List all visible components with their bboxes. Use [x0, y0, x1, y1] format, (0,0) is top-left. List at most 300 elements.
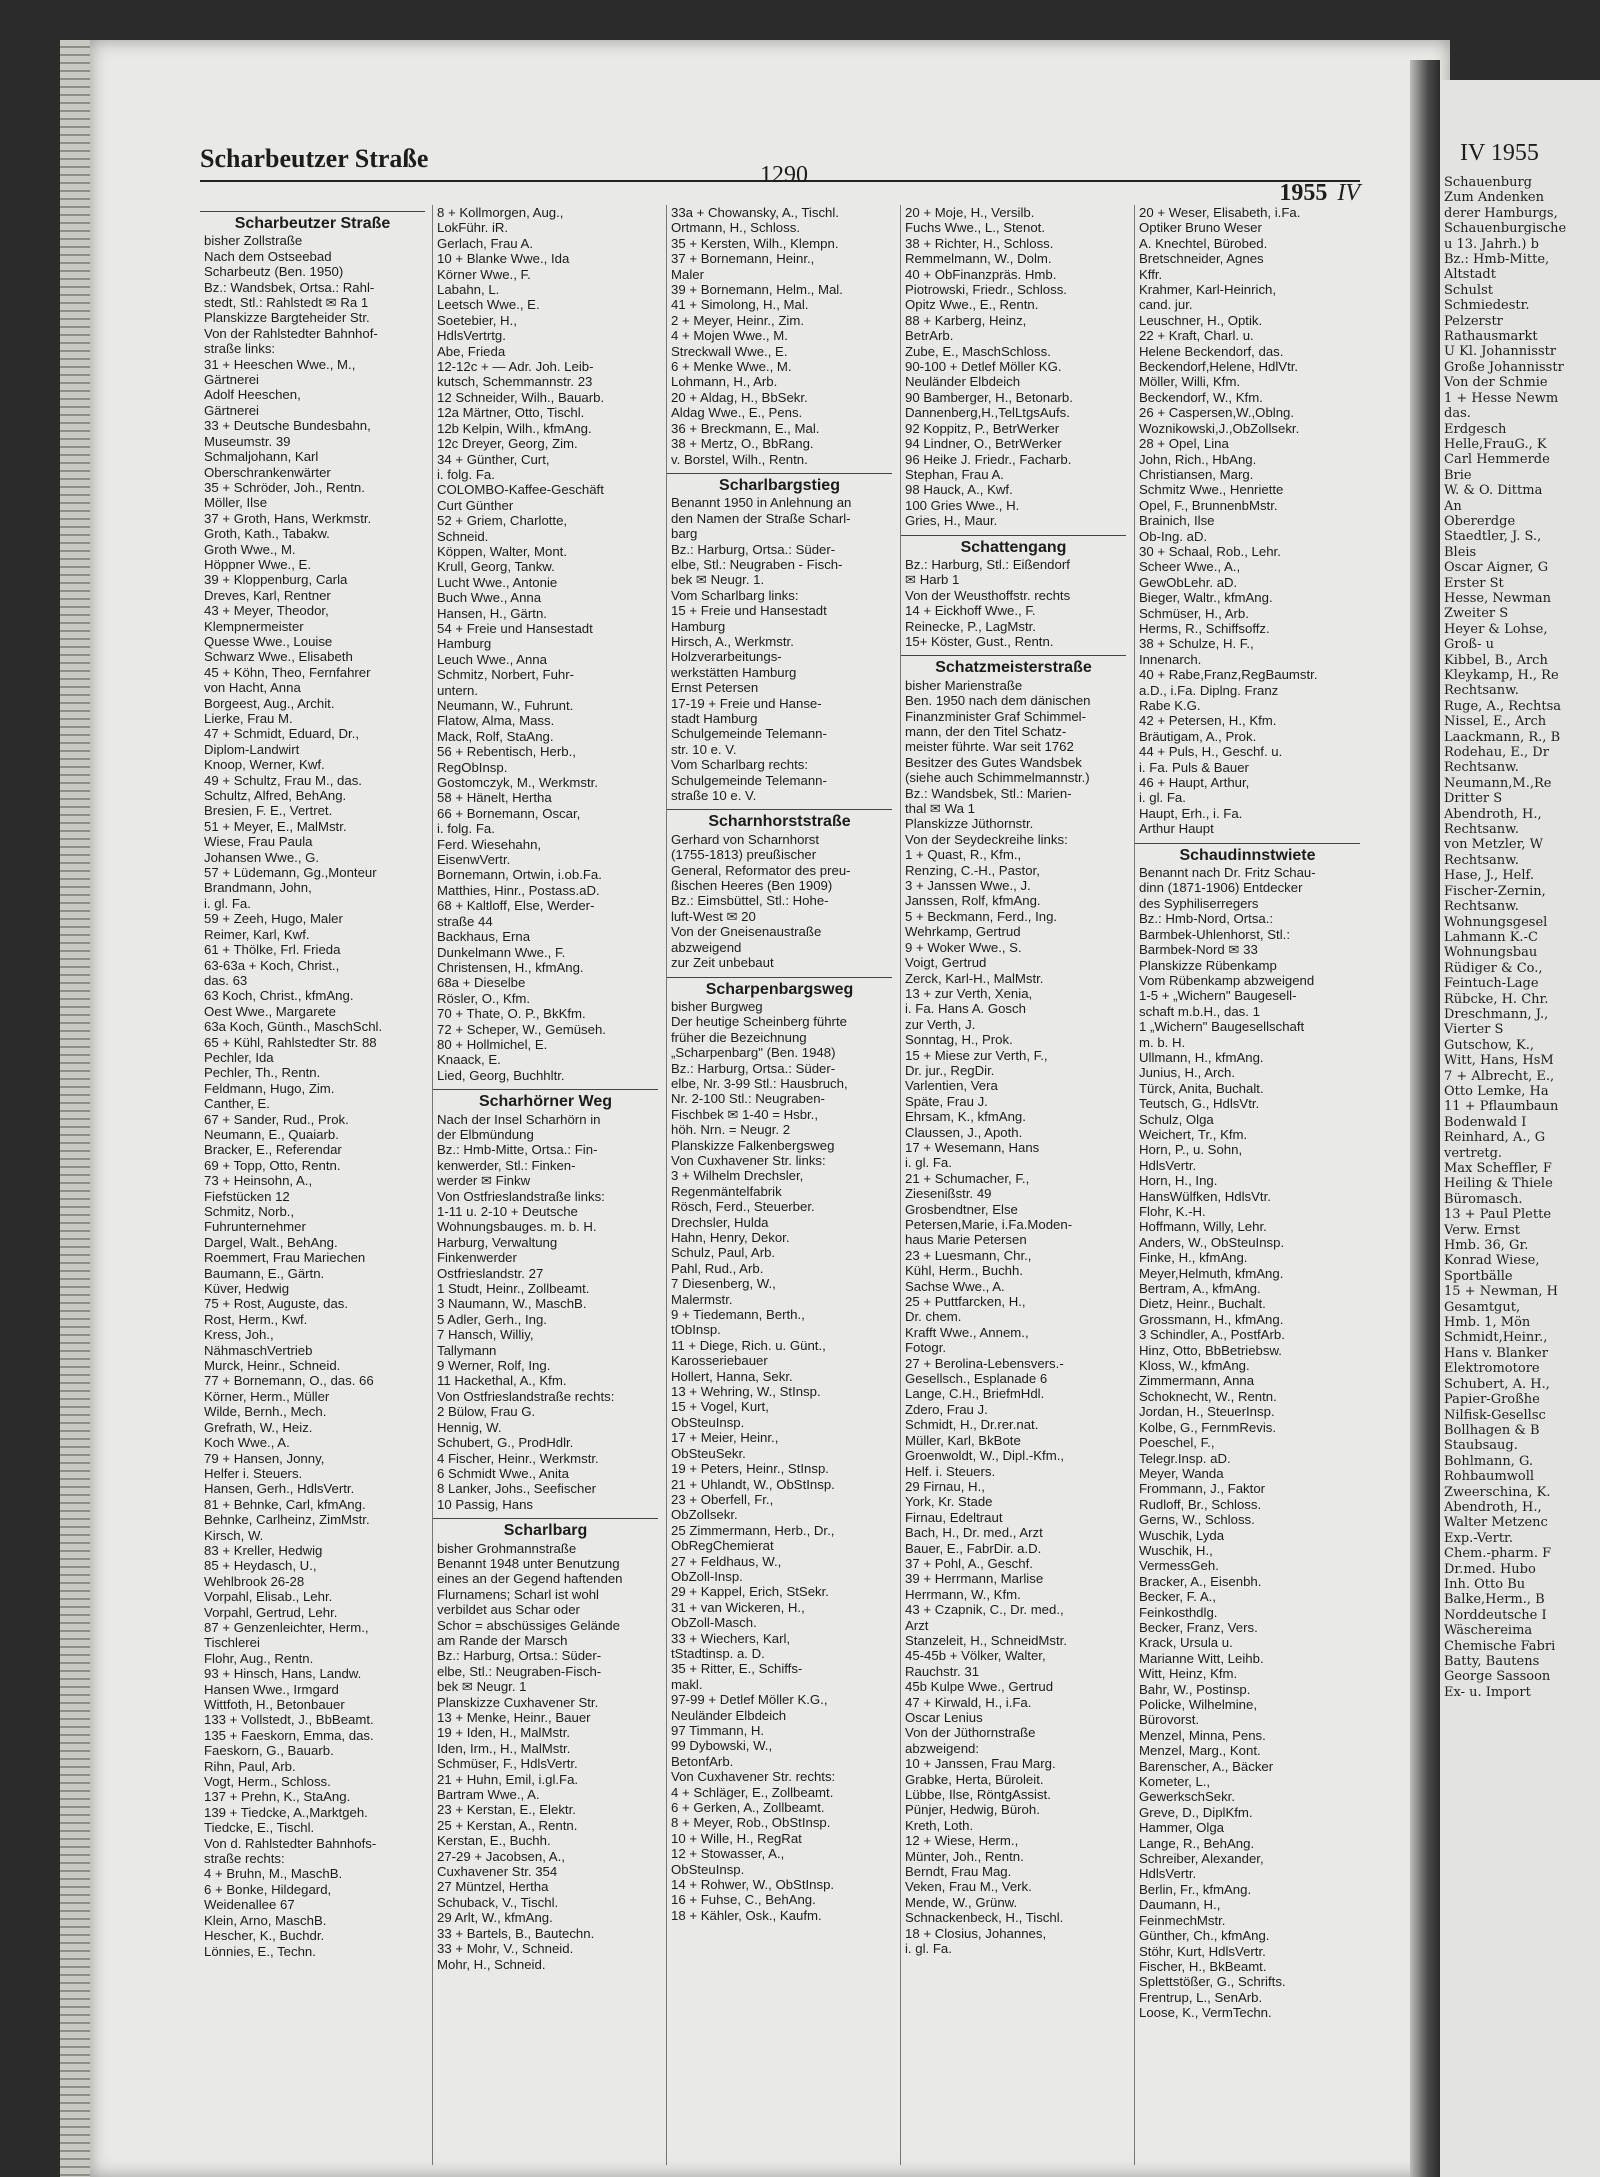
next-page-line: Ex- u. Import — [1444, 1684, 1531, 1700]
entry-line: Dr. chem. — [905, 1309, 962, 1325]
entry-line: Cuxhavener Str. 354 — [437, 1864, 558, 1880]
entry-line: Wuschik, H., — [1139, 1542, 1213, 1558]
entry-line: Schnackenbeck, H., Tischl. — [905, 1910, 1064, 1926]
next-page-line: Rathausmarkt — [1444, 329, 1538, 345]
street-heading: Scharpenbargsweg — [667, 977, 892, 997]
entry-line: Finkenwerder — [437, 1250, 517, 1266]
entry-line: Buch Wwe., Anna — [437, 590, 542, 606]
entry-line: 23 + Kerstan, E., Elektr. — [437, 1802, 576, 1818]
entry-line: 81 + Behnke, Carl, kfmAng. — [204, 1496, 366, 1512]
next-page-line: Norddeutsche I — [1444, 1607, 1547, 1623]
street-heading: Scharlbarg — [433, 1518, 658, 1538]
entry-line: untern. — [437, 682, 479, 698]
entry-line: 7 Diesenberg, W., — [671, 1276, 776, 1292]
entry-line: Planskizze Cuxhavener Str. — [437, 1694, 599, 1710]
entry-line: FeinmechMstr. — [1139, 1912, 1226, 1928]
entry-line: 83 + Kreller, Hedwig — [204, 1542, 323, 1558]
entry-line: Curt Günther — [437, 497, 514, 513]
entry-line: Weidenallee 67 — [204, 1897, 295, 1913]
entry-line: Horn, P., u. Sohn, — [1139, 1142, 1243, 1158]
entry-line: straße 10 e. V. — [671, 788, 757, 804]
entry-line: 63-63a + Koch, Christ., — [204, 957, 340, 973]
entry-line: Gesellsch., Esplanade 6 — [905, 1371, 1048, 1387]
entry-line: Junius, H., Arch. — [1139, 1065, 1236, 1081]
entry-line: Policke, Wilhelmine, — [1139, 1697, 1257, 1712]
entry-line: Groth, Kath., Tabakw. — [204, 526, 330, 542]
next-page-line: Hmb. 36, Gr. — [1444, 1238, 1529, 1254]
entry-line: Menzel, Minna, Pens. — [1139, 1727, 1266, 1743]
entry-line: Rauchstr. 31 — [905, 1663, 980, 1679]
entry-line: Ziesenißstr. 49 — [905, 1186, 992, 1202]
page-number: 1290 — [760, 162, 808, 188]
entry-line: 33 + Wiechers, Karl, — [671, 1630, 791, 1646]
entry-line: Bracker, A., Eisenbh. — [1139, 1573, 1262, 1589]
entry-line: Bresien, F. E., Vertret. — [204, 803, 333, 819]
entry-line: Möller, Willi, Kfm. — [1139, 374, 1241, 390]
entry-line: Planskizze Jüthornstr. — [905, 816, 1034, 832]
entry-line: Von d. Rahlstedter Bahnhofs- — [204, 1835, 377, 1851]
entry-line: Frentrup, L., SenArb. — [1139, 1989, 1263, 2005]
entry-line: Renzing, C.-H., Pastor, — [905, 862, 1040, 878]
entry-line: Türck, Anita, Buchalt. — [1139, 1080, 1264, 1096]
entry-line: Hamburg — [671, 618, 726, 634]
next-page-line: Chemische Fabri — [1444, 1638, 1556, 1654]
entry-line: 17-19 + Freie und Hanse- — [671, 695, 822, 711]
entry-line: Koch Wwe., A. — [204, 1435, 290, 1451]
next-page-line: Lahmann K.-C — [1444, 929, 1538, 945]
entry-line: 19 + Iden, H., MalMstr. — [437, 1725, 571, 1741]
entry-line: Vom Rübenkamp abzweigend — [1139, 972, 1315, 988]
entry-line: 20 + Weser, Elisabeth, i.Fa. — [1139, 205, 1301, 220]
entry-line: Vom Scharlbarg links: — [671, 587, 799, 603]
next-page-line: Hase, J., Helf. — [1444, 868, 1534, 884]
entry-line: Poeschel, F., — [1139, 1435, 1215, 1451]
entry-line: Fiefstücken 12 — [204, 1188, 290, 1204]
entry-line: General, Reformator des preu- — [671, 862, 851, 878]
entry-line: Stanzeleit, H., SchneidMstr. — [905, 1632, 1067, 1648]
entry-line: 4 + Mojen Wwe., M. — [671, 328, 788, 344]
entry-line: früher die Bezeichnung — [671, 1029, 807, 1045]
entry-line: Bräutigam, A., Prok. — [1139, 728, 1257, 744]
entry-line: bisher Burgweg — [671, 998, 763, 1014]
entry-line: Knoop, Werner, Kwf. — [204, 757, 325, 773]
entry-line: Hansen, Gerh., HdlsVertr. — [204, 1481, 355, 1497]
entry-line: Mohr, H., Schneid. — [437, 1956, 546, 1972]
next-page-line: Zweiter S — [1444, 606, 1509, 622]
next-page-line: Gesamtgut, — [1444, 1299, 1521, 1315]
entry-line: Stephan, Frau A. — [905, 466, 1004, 482]
next-page-line: Balke,Herm., B — [1444, 1592, 1545, 1608]
entry-line: Rost, Herm., Kwf. — [204, 1311, 308, 1327]
next-page-line: Kibbel, B., Arch — [1444, 652, 1548, 668]
entry-line: Von Cuxhavener Str. links: — [671, 1152, 826, 1168]
entry-line: Holzverarbeitungs- — [671, 649, 782, 665]
entry-line: Krull, Georg, Tankw. — [437, 559, 555, 575]
entry-line: Bz.: Wandsbek, Stl.: Marien- — [905, 785, 1072, 801]
entry-line: 51 + Meyer, E., MalMstr. — [204, 818, 347, 834]
entry-line: Telegr.Insp. aD. — [1139, 1450, 1231, 1466]
entry-line: Hinz, Otto, BbBetriebsw. — [1139, 1342, 1282, 1358]
entry-line: Oberschrankenwärter — [204, 464, 331, 480]
entry-line: stadt Hamburg — [671, 711, 758, 726]
entry-line: Mende, W., Grünw. — [905, 1894, 1018, 1910]
entry-line: Finanzminister Graf Schimmel- — [905, 708, 1086, 724]
entry-line: Wiese, Frau Paula — [204, 834, 313, 850]
entry-line: Harburg, Verwaltung — [437, 1234, 558, 1250]
entry-line: Gries, H., Maur. — [905, 513, 998, 529]
entry-line: 29 Firnau, H., — [905, 1478, 985, 1494]
entry-line: 27 + Berolina-Lebensvers.- — [905, 1355, 1064, 1371]
entry-line: Barmbek-Nord ✉ 33 — [1139, 942, 1258, 958]
next-page-line: Otto Lemke, Ha — [1444, 1083, 1549, 1099]
entry-line: Iden, Irm., H., MalMstr. — [437, 1740, 571, 1756]
next-page-line: Von der Schmie — [1444, 375, 1548, 391]
next-page-line: Pelzerstr — [1444, 313, 1503, 329]
entry-line: HdlsVertrtg. — [437, 328, 506, 344]
entry-line: Ob-Ing. aD. — [1139, 528, 1208, 544]
entry-line: 63a Koch, Günth., MaschSchl. — [204, 1019, 383, 1035]
entry-line: Christensen, H., kfmAng. — [437, 959, 584, 975]
entry-line: cand. jur. — [1139, 297, 1193, 313]
entry-line: 80 + Hollmichel, E. — [437, 1036, 548, 1052]
entry-line: Daumann, H., — [1139, 1897, 1221, 1913]
next-page-line: Inh. Otto Bu — [1444, 1576, 1526, 1592]
entry-line: Grefrath, W., Heiz. — [204, 1419, 313, 1435]
entry-line: Oest Wwe., Margarete — [204, 1003, 336, 1019]
entry-line: i. folg. Fa. — [437, 821, 495, 837]
entry-line: Ernst Petersen — [671, 680, 759, 696]
entry-line: ßischen Heeres (Ben 1909) — [671, 878, 833, 894]
next-page-line: Neumann,M.,Re — [1444, 775, 1552, 791]
entry-line: kutsch, Schemmannstr. 23 — [437, 374, 593, 390]
entry-line: Schor = abschüssiges Gelände — [437, 1617, 620, 1633]
entry-line: Petersen,Marie, i.Fa.Moden- — [905, 1217, 1073, 1232]
next-page-line: Schauenburgische — [1444, 221, 1567, 237]
entry-line: Bz.: Harburg, Stl.: Eißendorf — [905, 556, 1070, 572]
entry-line: 25 + Puttfarcken, H., — [905, 1294, 1026, 1310]
next-page-line: Erster St — [1444, 575, 1504, 591]
entry-line: a.D., i.Fa. Diplng. Franz — [1139, 682, 1279, 698]
entry-line: Schuback, V., Tischl. — [437, 1894, 559, 1910]
entry-line: Neumann, W., Fuhrunt. — [437, 698, 574, 713]
entry-line: Berndt, Frau Mag. — [905, 1864, 1012, 1880]
entry-line: 93 + Hinsch, Hans, Landw. — [204, 1666, 362, 1682]
entry-line: Veken, Frau M., Verk. — [905, 1879, 1032, 1895]
entry-line: zur Zeit unbebaut — [671, 955, 774, 971]
entry-line: Neuländer Elbdeich — [671, 1707, 787, 1723]
entry-line: Bertram, A., kfmAng. — [1139, 1281, 1261, 1297]
entry-line: ObRegChemierat — [671, 1538, 774, 1554]
entry-line: Loose, K., VermTechn. — [1139, 2005, 1272, 2021]
next-page-line: Rechtsanw. — [1444, 899, 1519, 915]
entry-line: von Hacht, Anna — [204, 680, 301, 696]
entry-line: zur Verth, J. — [905, 1016, 976, 1032]
entry-line: Hansen Wwe., Irmgard — [204, 1681, 339, 1697]
entry-line: 25 Zimmermann, Herb., Dr., — [671, 1522, 835, 1538]
entry-line: Fuchs Wwe., L., Stenot. — [905, 220, 1045, 236]
entry-line: Grosbendtner, Else — [905, 1201, 1018, 1217]
entry-line: makl. — [671, 1676, 703, 1692]
entry-line: COLOMBO-Kaffee-Geschäft — [437, 482, 604, 498]
entry-line: 1 + Quast, R., Kfm., — [905, 847, 1022, 863]
entry-line: Bretschneider, Agnes — [1139, 251, 1264, 267]
entry-line: Remmelmann, W., Dolm. — [905, 251, 1052, 267]
street-heading: Schaudinnstwiete — [1135, 843, 1360, 863]
next-page-line: Rüdiger & Co., — [1444, 960, 1543, 976]
entry-line: elbe, Nr. 3-99 Stl.: Hausbruch, — [671, 1075, 848, 1091]
entry-line: Piotrowski, Friedr., Schloss. — [905, 282, 1067, 298]
entry-line: Opitz Wwe., E., Rentn. — [905, 297, 1039, 313]
next-page-line: Heyer & Lohse, — [1444, 621, 1548, 637]
next-page-line: Schmidt,Heinr., — [1444, 1330, 1548, 1346]
entry-line: Hescher, K., Buchdr. — [204, 1928, 325, 1944]
entry-line: Besitzer des Gutes Wandsbek — [905, 754, 1082, 770]
entry-line: Von der Rahlstedter Bahnhof- — [204, 325, 378, 341]
entry-line: BetrArb. — [905, 328, 954, 344]
entry-line: Marianne Witt, Leihb. — [1139, 1650, 1264, 1666]
next-page-line: Batty, Bautens — [1444, 1654, 1540, 1669]
next-page-line: Bz.: Hmb-Mitte, — [1444, 252, 1550, 268]
next-page-line: George Sassoon — [1444, 1669, 1551, 1685]
next-page-line: Rechtsanw. — [1444, 760, 1519, 776]
entry-line: Maler — [671, 266, 704, 282]
entry-line: 61 + Thölke, Frl. Frieda — [204, 942, 341, 958]
entry-line: Meyer,Helmuth, kfmAng. — [1139, 1265, 1284, 1281]
entry-line: Schmüser, H., Arb. — [1139, 605, 1249, 621]
next-page-line: Fischer-Zernin, — [1444, 883, 1546, 899]
entry-line: Von Cuxhavener Str. rechts: — [671, 1769, 836, 1785]
entry-line: Varlentien, Vera — [905, 1078, 998, 1094]
next-page-line: Elektromotore — [1444, 1361, 1540, 1377]
entry-line: 39 + Kloppenburg, Carla — [204, 572, 348, 588]
entry-line: verbildet aus Schar oder — [437, 1602, 580, 1618]
entry-line: 98 Hauck, A., Kwf. — [905, 482, 1013, 498]
entry-line: Dargel, Walt., BehAng. — [204, 1234, 338, 1250]
entry-line: 8 + Kollmorgen, Aug., — [437, 205, 564, 220]
entry-line: 13 + Menke, Heinr., Bauer — [437, 1710, 591, 1725]
entry-line: Oscar Lenius — [905, 1710, 983, 1725]
entry-line: Küver, Hedwig — [204, 1281, 290, 1297]
entry-line: Mack, Rolf, StaAng. — [437, 728, 554, 744]
next-page-line: Max Scheffler, F — [1444, 1161, 1552, 1176]
entry-line: Von der Weusthoffstr. rechts — [905, 587, 1071, 603]
entry-line: 6 + Gerken, A., Zollbeamt. — [671, 1800, 825, 1816]
entry-line: Hammer, Olga — [1139, 1820, 1225, 1836]
entry-line: Opel, F., BrunnenbMstr. — [1139, 497, 1278, 513]
next-page-line: Witt, Hans, HsM — [1444, 1053, 1554, 1069]
year-value: 1955 — [1279, 180, 1328, 206]
entry-line: ✉ Harb 1 — [905, 572, 960, 588]
entry-line: EisenwVertr. — [437, 852, 511, 868]
next-page-line: u 13. Jahrh.) b — [1444, 236, 1539, 252]
entry-line: Benannt 1950 in Anlehnung an — [671, 495, 852, 511]
next-page-line: Rechtsanw. — [1444, 852, 1519, 868]
entry-line: 90 Bamberger, H., Betonarb. — [905, 389, 1073, 405]
entry-line: LokFühr. iR. — [437, 220, 509, 236]
next-page-line: Hans v. Blanker — [1444, 1345, 1548, 1361]
next-page-line: 11 + Pflaumbaun — [1444, 1099, 1559, 1115]
entry-line: 23 + Luesmann, Chr., — [905, 1247, 1032, 1263]
entry-line: meister führte. War seit 1762 — [905, 739, 1074, 755]
next-page — [1440, 80, 1600, 2177]
entry-line: Wittfoth, H., Betonbauer — [204, 1697, 345, 1712]
entry-line: 59 + Zeeh, Hugo, Maler — [204, 911, 343, 927]
entry-line: Johansen Wwe., G. — [204, 849, 320, 865]
next-page-line: Papier-Großhe — [1444, 1392, 1540, 1408]
next-page-line: 13 + Paul Plette — [1444, 1207, 1552, 1223]
entry-line: 88 + Karberg, Heinz, — [905, 312, 1027, 328]
entry-line: Späte, Frau J. — [905, 1093, 988, 1109]
entry-line: 37 + Pohl, A., Geschf. — [905, 1555, 1033, 1571]
entry-line: 26 + Caspersen,W.,Oblng. — [1139, 405, 1295, 421]
next-page-header: IV 1955 — [1460, 140, 1539, 166]
entry-line: Barmbek-Uhlenhorst, Stl.: — [1139, 926, 1290, 942]
next-page-line: Abendroth, H., — [1444, 1499, 1542, 1515]
entry-line: 46 + Haupt, Arthur, — [1139, 775, 1250, 791]
next-page-line: Walter Metzenc — [1444, 1515, 1548, 1531]
next-page-line: Verw. Ernst — [1444, 1222, 1520, 1238]
next-page-line: Reinhard, A., G — [1444, 1130, 1546, 1146]
next-page-line: Kleykamp, H., Re — [1444, 668, 1559, 683]
entry-line: Lange, C.H., BriefmHdl. — [905, 1386, 1045, 1402]
entry-line: Gerhard von Scharnhorst — [671, 831, 820, 847]
part-value: IV — [1337, 180, 1360, 206]
entry-line: elbe, Stl.: Neugraben-Fisch- — [437, 1663, 602, 1679]
entry-line: Greve, D., DiplKfm. — [1139, 1804, 1253, 1820]
entry-line: Sachse Wwe., A. — [905, 1278, 1005, 1294]
entry-line: Leuschner, H., Optik. — [1139, 312, 1263, 328]
entry-line: 39 + Herrmann, Marlise — [905, 1571, 1044, 1587]
entry-line: straße rechts: — [204, 1851, 285, 1867]
entry-line: 37 + Bornemann, Heinr., — [671, 251, 815, 267]
entry-line: 63 Koch, Christ., kfmAng. — [204, 988, 354, 1004]
entry-line: Hamburg — [437, 636, 492, 652]
entry-line: 38 + Richter, H., Schloss. — [905, 235, 1054, 251]
entry-line: Neumann, E., Quaiarb. — [204, 1126, 339, 1142]
next-page-line: Schmiedestr. — [1444, 298, 1530, 314]
entry-line: 43 + Czapnik, C., Dr. med., — [905, 1602, 1064, 1618]
entry-line: 77 + Bornemann, O., das. 66 — [204, 1373, 374, 1389]
entry-line: Behnke, Carlheinz, ZimMstr. — [204, 1512, 370, 1528]
entry-line: Neuländer Elbdeich — [905, 374, 1021, 390]
entry-line: ObZoll-Insp. — [671, 1568, 743, 1584]
next-page-line: 15 + Newman, H — [1444, 1284, 1558, 1300]
next-page-line: Feintuch-Lage — [1444, 976, 1539, 992]
entry-line: Helene Beckendorf, das. — [1139, 343, 1284, 359]
entry-line: 12c Dreyer, Georg, Zim. — [437, 436, 578, 452]
entry-line: John, Rich., HbAng. — [1139, 451, 1257, 467]
entry-line: Brainich, Ilse — [1139, 513, 1215, 529]
entry-line: Ben. 1950 nach dem dänischen — [905, 693, 1091, 709]
entry-line: tObInsp. — [671, 1322, 721, 1338]
next-page-line: W. & O. Dittma — [1444, 483, 1543, 499]
entry-line: Scheer Wwe., A., — [1139, 559, 1241, 575]
entry-line: ObZollsekr. — [671, 1507, 738, 1523]
entry-line: Flatow, Alma, Mass. — [437, 713, 555, 729]
entry-line: Rösch, Ferd., Steuerber. — [671, 1199, 815, 1215]
entry-line: 38 + Schulze, H. F., — [1139, 636, 1254, 652]
entry-line: Weichert, Tr., Kfm. — [1139, 1126, 1248, 1142]
next-page-line: Rübcke, H. Chr. — [1444, 991, 1549, 1007]
next-page-line: Nissel, E., Arch — [1444, 714, 1547, 730]
entry-line: Ullmann, H., kfmAng. — [1139, 1049, 1264, 1065]
entry-line: Von Ostfrieslandstraße rechts: — [437, 1388, 615, 1404]
entry-line: luft-West ✉ 20 — [671, 908, 756, 924]
entry-line: Schulz, Paul, Arb. — [671, 1245, 776, 1261]
entry-line: Kerstan, E., Buchh. — [437, 1833, 551, 1849]
next-page-line: 1 + Hesse Newm — [1444, 390, 1559, 406]
entry-line: den Namen der Straße Scharl- — [671, 510, 851, 526]
next-page-line: Altstadt — [1444, 267, 1496, 283]
next-page-line: Konrad Wiese, — [1444, 1253, 1540, 1269]
entry-line: Krahmer, Karl-Heinrich, — [1139, 282, 1277, 298]
entry-line: 94 Lindner, O., BetrWerker — [905, 436, 1062, 452]
entry-line: schaft m.b.H., das. 1 — [1139, 1003, 1260, 1019]
entry-line: 31 + Heeschen Wwe., M., — [204, 356, 356, 372]
entry-line: 22 + Kraft, Charl. u. — [1139, 328, 1254, 344]
entry-line: 49 + Schultz, Frau M., das. — [204, 772, 362, 788]
entry-line: Wilde, Bernh., Mech. — [204, 1404, 327, 1420]
entry-line: straße links: — [204, 341, 276, 357]
entry-line: Splettstößer, G., Schrifts. — [1139, 1974, 1286, 1990]
entry-line: Labahn, L. — [437, 282, 500, 298]
entry-line: HdlsVertr. — [1139, 1157, 1197, 1173]
entry-line: 29 + Kappel, Erich, StSekr. — [671, 1584, 829, 1600]
entry-line: Scharbeutz (Ben. 1950) — [204, 264, 344, 280]
entry-line: Soetebier, H., — [437, 312, 517, 328]
entry-line: 133 + Vollstedt, J., BbBeamt. — [204, 1712, 374, 1728]
entry-line: Lübbe, Ilse, RöntgAssist. — [905, 1787, 1051, 1803]
street-heading: Schattengang — [901, 535, 1126, 555]
entry-line: 15 + Miese zur Verth, F., — [905, 1047, 1048, 1063]
entry-line: Schwarz Wwe., Elisabeth — [204, 649, 353, 665]
next-page-line: vertretg. — [1444, 1145, 1503, 1161]
entry-line: 67 + Sander, Rud., Prok. — [204, 1111, 349, 1127]
entry-line: Woznikowski,J.,ObZollsekr. — [1139, 420, 1300, 436]
entry-line: 13 + Wehring, W., StInsp. — [671, 1384, 821, 1400]
entry-line: Von Ostfrieslandstraße links: — [437, 1188, 605, 1204]
entry-line: Ostfrieslandstr. 27 — [437, 1265, 544, 1281]
entry-line: 9 + Tiedemann, Berth., — [671, 1307, 805, 1323]
entry-line: Vom Scharlbarg rechts: — [671, 757, 809, 773]
next-page-line: Wäschereima — [1444, 1623, 1533, 1639]
entry-line: 34 + Günther, Curt, — [437, 451, 550, 467]
entry-line: 16 + Fuhse, C., BehAng. — [671, 1892, 816, 1908]
entry-line: 40 + ObFinanzpräs. Hmb. — [905, 266, 1057, 282]
entry-line: v. Borstel, Wilh., Rentn. — [671, 451, 808, 467]
entry-line: Grossmann, H., kfmAng. — [1139, 1311, 1284, 1327]
entry-line: Helfer i. Steuers. — [204, 1465, 303, 1481]
entry-line: der Elbmündung — [437, 1126, 534, 1142]
entry-line: Gostomczyk, M., Werkmstr. — [437, 775, 598, 791]
next-page-line: Büromasch. — [1444, 1191, 1523, 1207]
entry-line: kenwerder, Stl.: Finken- — [437, 1157, 576, 1173]
entry-line: Kreth, Loth. — [905, 1817, 974, 1833]
entry-line: 3 + Janssen Wwe., J. — [905, 878, 1031, 894]
entry-line: Pünjer, Hedwig, Büroh. — [905, 1802, 1040, 1818]
entry-line: Kirsch, W. — [204, 1527, 264, 1543]
entry-line: eines an der Gegend haftenden — [437, 1571, 623, 1587]
next-page-line: Rechtsanw. — [1444, 822, 1519, 838]
entry-line: Höppner Wwe., E. — [204, 556, 312, 572]
entry-line: elbe, Stl.: Neugraben - Fisch- — [671, 556, 843, 572]
next-page-line: Laackmann, R., B — [1444, 729, 1561, 745]
next-page-line: U Kl. Johannisstr — [1444, 344, 1557, 360]
entry-line: haus Marie Petersen — [905, 1232, 1027, 1248]
next-page-line: Rohbaumwoll — [1444, 1469, 1535, 1485]
entry-line: Regenmäntelfabrik — [671, 1183, 782, 1199]
entry-line: 68a + Dieselbe — [437, 975, 526, 991]
